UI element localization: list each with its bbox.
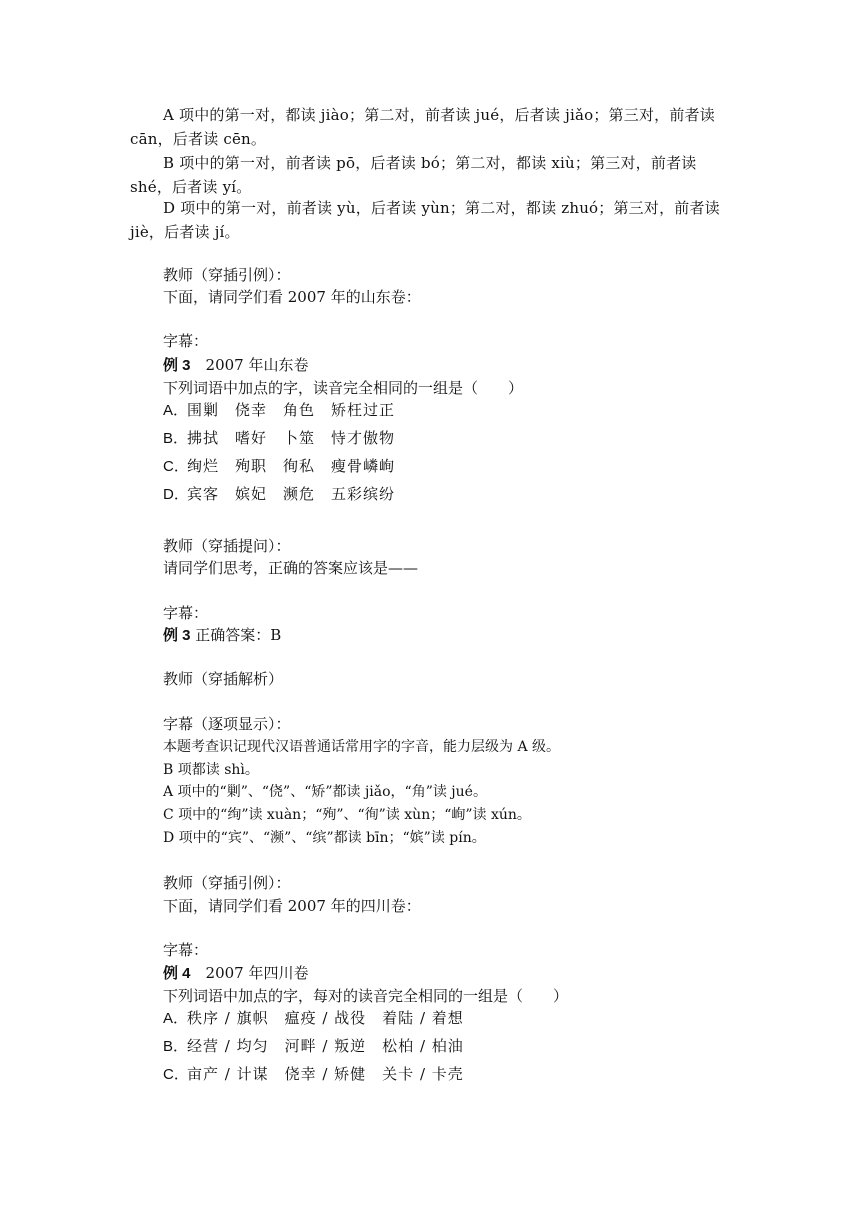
analysis-a: A 项中的第一对，都读 jiào；第二对，前者读 jué，后者读 jiǎo；第三对，前者读 cān，后者读 cēn。 xyxy=(130,106,715,148)
caption-label-1: 字幕： xyxy=(163,332,209,350)
example4-label: 例 4 xyxy=(163,965,191,982)
option-text: 经营 / 均匀 河畔 / 叛逆 松柏 / 柏油 xyxy=(187,1037,464,1055)
answer3 xyxy=(163,625,281,646)
teacher-note-2: 教师（穿插提问）： xyxy=(163,537,291,555)
option-text: 秩序 / 旗帜 瘟疫 / 战役 着陆 / 着想 xyxy=(187,1009,464,1027)
caption-label-2: 字幕： xyxy=(163,604,209,622)
example3-option-d xyxy=(163,484,395,505)
example3-heading xyxy=(163,355,308,376)
example4-option-c xyxy=(163,1064,464,1085)
option-label: D． xyxy=(163,486,189,503)
option-label: A． xyxy=(163,402,189,419)
option-label: A． xyxy=(163,1010,189,1027)
example3-option-c xyxy=(163,456,395,477)
explain-line: 本题考查识记现代汉语普通话常用字的字音，能力层级为 A 级。 xyxy=(163,739,561,755)
example3-source: 2007 年山东卷 xyxy=(205,356,309,374)
example4-question: 下列词语中加点的字，每对的读音完全相同的一组是（ ） xyxy=(163,987,569,1005)
teacher-note-1: 教师（穿插引例）： xyxy=(163,266,291,284)
option-label: B． xyxy=(163,430,189,447)
example4-source: 2007 年四川卷 xyxy=(205,964,309,982)
explain-line: C 项中的“绚”读 xuàn；“殉”、“徇”读 xùn；“峋”读 xún。 xyxy=(163,807,531,823)
teacher-note-3: 教师（穿插引例）： xyxy=(163,874,291,892)
intro-shandong: 下面，请同学们看 2007 年的山东卷： xyxy=(163,288,421,306)
example3-question: 下列词语中加点的字，读音完全相同的一组是（ ） xyxy=(163,379,524,397)
caption-label-3: 字幕（逐项显示）： xyxy=(163,715,291,733)
answer3-label: 例 3 xyxy=(163,627,191,644)
option-text: 绚烂 殉职 徇私 瘦骨嶙峋 xyxy=(187,457,396,475)
example4-option-b xyxy=(163,1036,464,1057)
answer3-text: 正确答案：B xyxy=(195,626,282,644)
explain-line: D 项中的“宾”、“濒”、“缤”都读 bīn；“嫔”读 pín。 xyxy=(163,830,486,846)
example4-heading xyxy=(163,963,308,984)
option-text: 围剿 侥幸 角色 矫枉过正 xyxy=(187,401,396,419)
example3-option-b xyxy=(163,428,395,449)
analysis-b: B 项中的第一对，前者读 pō，后者读 bó；第二对，都读 xiù；第三对，前者读 shé，后者读 yí。 xyxy=(130,154,697,196)
analysis-d: D 项中的第一对，前者读 yù，后者读 yùn；第二对，都读 zhuó；第三对，前者读 jiè，后者读 jí。 xyxy=(130,199,720,241)
option-label: B． xyxy=(163,1038,189,1055)
explain-line: B 项都读 shì。 xyxy=(163,762,259,778)
example4-option-a xyxy=(163,1008,464,1029)
explain-line: A 项中的“剿”、“侥”、“矫”都读 jiǎo，“角”读 jué。 xyxy=(163,784,487,800)
teacher-analysis: 教师（穿插解析） xyxy=(163,670,284,688)
example3-option-a xyxy=(163,400,395,421)
option-label: C． xyxy=(163,458,189,475)
option-text: 拂拭 嗜好 卜筮 恃才傲物 xyxy=(187,429,396,447)
option-label: C． xyxy=(163,1066,189,1083)
option-text: 宾客 嫔妃 濒危 五彩缤纷 xyxy=(187,485,396,503)
intro-sichuan: 下面，请同学们看 2007 年的四川卷： xyxy=(163,897,421,915)
option-text: 亩产 / 计谋 侥幸 / 矫健 关卡 / 卡壳 xyxy=(187,1065,464,1083)
think-prompt: 请同学们思考，正确的答案应该是—— xyxy=(163,559,419,577)
caption-label-4: 字幕： xyxy=(163,941,209,959)
example3-label: 例 3 xyxy=(163,357,191,374)
